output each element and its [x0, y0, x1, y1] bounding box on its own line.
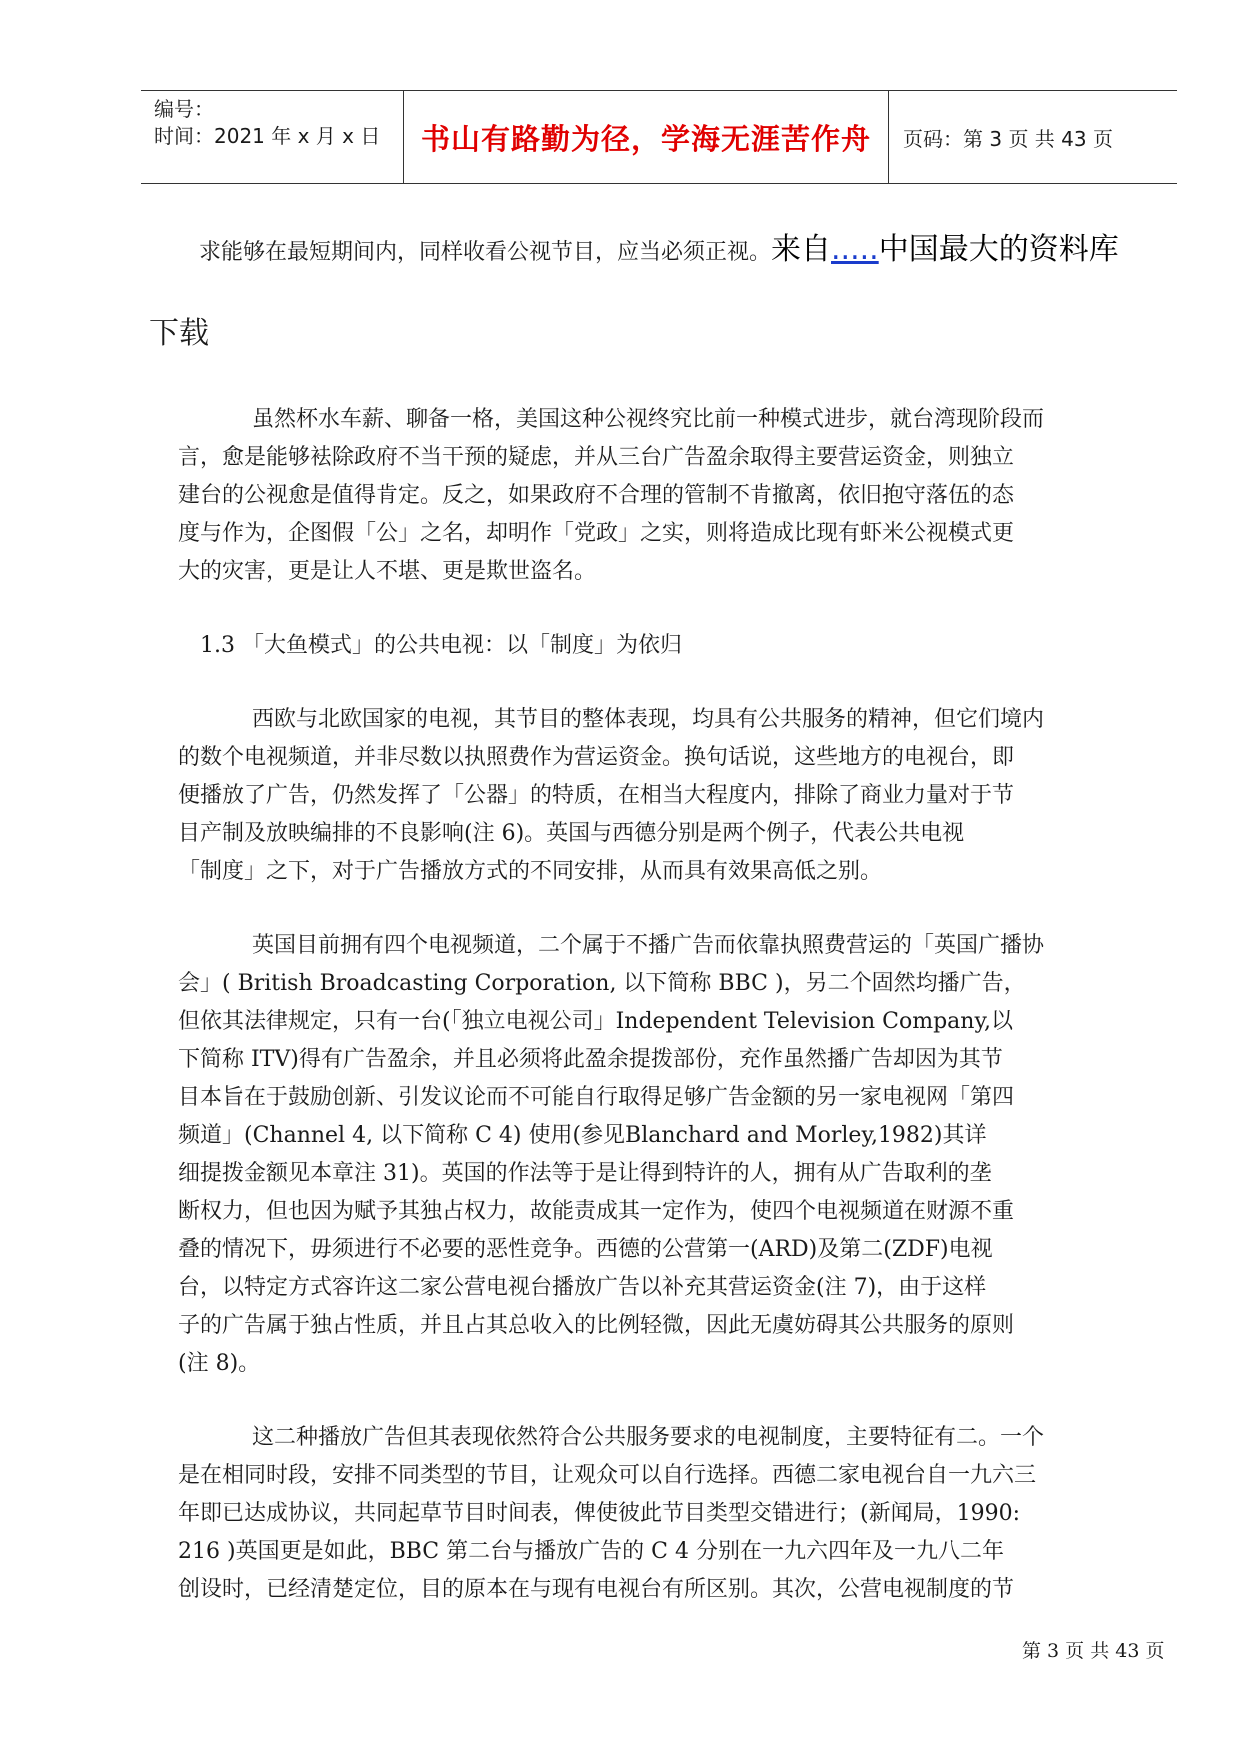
number-label: 编号：: [154, 97, 214, 121]
header-table: [141, 90, 1177, 184]
page-info: 页码：第 3 页 共 43 页: [903, 126, 1113, 151]
paragraph-line: 是在相同时段，安排不同类型的节目，让观众可以自行选择。西德二家电视台自一九六三: [178, 1463, 1037, 1488]
paragraph-line: 细提拨金额见本章注 31)。英国的作法等于是让得到特许的人，拥有从广告取利的垄: [178, 1161, 992, 1186]
paragraph-line: 会」( British Broadcasting Corporation, 以下简称 BBC )，另二个固然均播广告，: [178, 971, 1026, 996]
paragraph-line: 建台的公视愈是值得肯定。反之，如果政府不合理的管制不肯撤离，依旧抱守落伍的态: [178, 483, 1015, 508]
paragraph-line: 西欧与北欧国家的电视，其节目的整体表现，均具有公共服务的精神，但它们境内: [252, 707, 1045, 732]
paragraph-line: 创设时，已经清楚定位，目的原本在与现有电视台有所区别。其次，公营电视制度的节: [178, 1577, 1015, 1602]
paragraph-line: 目本旨在于鼓励创新、引发议论而不可能自行取得足够广告金额的另一家电视网「第四: [178, 1085, 1015, 1110]
paragraph-line: 英国目前拥有四个电视频道，二个属于不播广告而依靠执照费营运的「英国广播协: [252, 933, 1045, 958]
paragraph-line: 年即已达成协议，共同起草节目时间表，俾使彼此节目类型交错进行；(新闻局，1990:: [178, 1501, 1020, 1526]
paragraph-line: 虽然杯水车薪、聊备一格，美国这种公视终究比前一种模式进步，就台湾现阶段而: [252, 407, 1045, 432]
paragraph-line: 叠的情况下，毋须进行不必要的恶性竞争。西德的公营第一(ARD)及第二(ZDF)电视: [178, 1237, 993, 1262]
paragraph-line: 子的广告属于独占性质，并且占其总收入的比例轻微，因此无虞妨碍其公共服务的原则: [178, 1313, 1015, 1338]
paragraph-line: 大的灾害，更是让人不堪、更是欺世盗名。: [178, 559, 597, 584]
intro-text: 求能够在最短期间内，同样收看公视节目，应当必须正视。: [199, 240, 772, 265]
source-prefix: 来自: [771, 232, 832, 267]
paragraph-line: (注 8)。: [178, 1351, 261, 1376]
paragraph-line: 下简称 ITV)得有广告盈余，并且必须将此盈余提拨部份，充作虽然播广告却因为其节: [178, 1047, 1003, 1072]
paragraph-line: 度与作为，企图假「公」之名，却明作「党政」之实，则将造成比现有虾米公视模式更: [178, 521, 1015, 546]
paragraph-line: 「制度」之下，对于广告播放方式的不同安排，从而具有效果高低之别。: [178, 859, 883, 884]
download-text: 下载: [149, 316, 209, 351]
source-suffix: 中国最大的资料库: [878, 232, 1119, 267]
time-label: 时间：2021 年 x 月 x 日: [154, 124, 381, 148]
intro-line: [199, 232, 1119, 267]
paragraph-line: 频道」(Channel 4, 以下简称 C 4) 使用(参见Blanchard and Morley,1982)其详: [178, 1123, 987, 1148]
paragraph-line: 便播放了广告，仍然发挥了「公器」的特质，在相当大程度内，排除了商业力量对于节: [178, 783, 1015, 808]
paragraph-line: 台，以特定方式容许这二家公营电视台播放广告以补充其营运资金(注 7)，由于这样: [178, 1275, 987, 1300]
paragraph-line: 的数个电视频道，并非尽数以执照费作为营运资金。换句话说，这些地方的电视台，即: [178, 745, 1015, 770]
page-footer: 第 3 页 共 43 页: [1022, 1640, 1165, 1662]
source-link[interactable]: .....: [831, 232, 879, 267]
paragraph-line: 这二种播放广告但其表现依然符合公共服务要求的电视制度，主要特征有二。一个: [252, 1425, 1045, 1450]
motto: 书山有路勤为径，学海无涯苦作舟: [404, 91, 889, 183]
paragraph-line: 断权力，但也因为赋予其独占权力，故能责成其一定作为，使四个电视频道在财源不重: [178, 1199, 1015, 1224]
paragraph-line: 但依其法律规定，只有一台(「独立电视公司」Independent Television Company,以: [178, 1009, 1013, 1034]
paragraph-line: 言，愈是能够袪除政府不当干预的疑虑，并从三台广告盈余取得主要营运资金，则独立: [178, 445, 1015, 470]
paragraph-line: 216 )英国更是如此，BBC 第二台与播放广告的 C 4 分别在一九六四年及一九八二年: [178, 1539, 1004, 1564]
section-heading: 1.3 「大鱼模式」的公共电视：以「制度」为依归: [200, 633, 682, 658]
paragraph-line: 目产制及放映编排的不良影响(注 6)。英国与西德分别是两个例子，代表公共电视: [178, 821, 965, 846]
header-left-cell: [141, 91, 404, 183]
